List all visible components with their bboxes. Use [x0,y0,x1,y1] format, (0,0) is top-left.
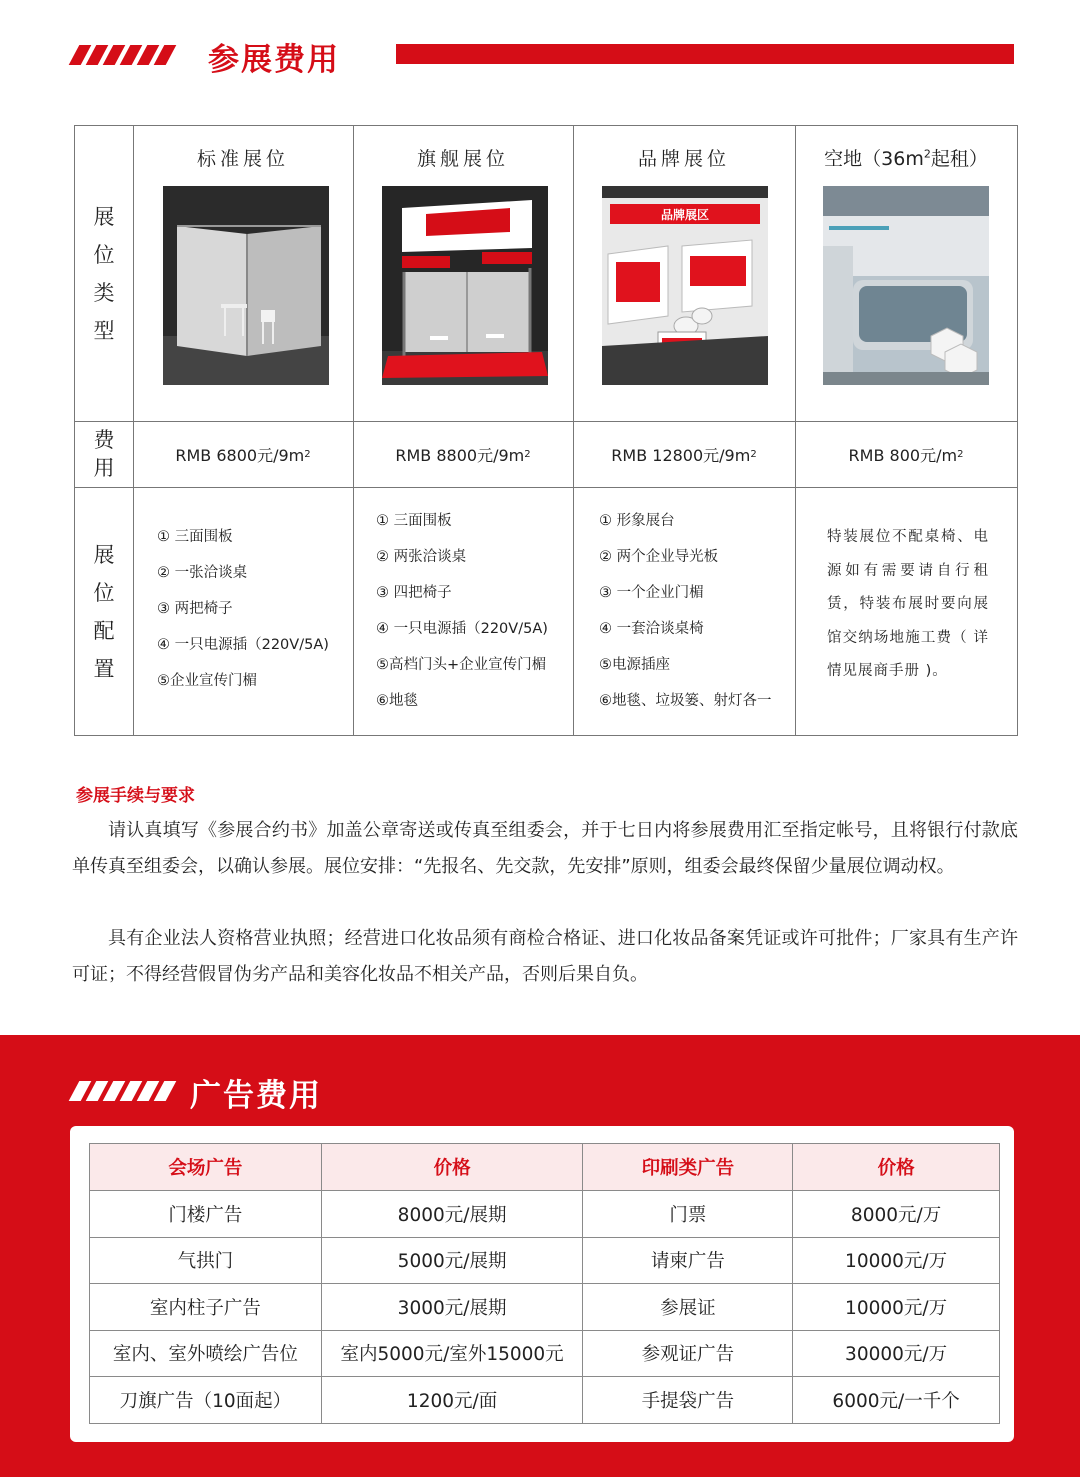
col-title-raw-space: 空地（$36m^2$起租） [824,147,988,170]
header-price: 价格 [793,1144,1000,1191]
list-item: ④ 一只电源插（220V/5A) [157,637,329,653]
table-cell: 5000元/展期 [321,1237,583,1284]
table-cell: 3000元/展期 [321,1284,583,1331]
table-row [90,1237,1000,1284]
list-item: ② 两个企业导光板 [599,549,719,565]
list-item: ② 两张洽谈桌 [376,549,467,565]
table-cell: 6000元/一千个 [793,1377,1000,1424]
row-header-booth-config: 展 位 配 置 [93,543,115,681]
col-title-brand-booth: 品牌展位 [637,148,730,170]
table-cell: 室内5000元/室外15000元 [321,1330,583,1377]
table-cell: 8000元/展期 [321,1191,583,1238]
table-cell: 30000元/万 [793,1330,1000,1377]
procedure-paragraph-2: 具有企业法人资格营业执照；经营进口化妆品须有商检合格证、进口化妆品备案凭证或许可批件；厂家具有生产许可证；不得经营假冒伪劣产品和美容化妆品不相关产品，否则后果自负。 [72,928,1018,985]
stripes-decoration-white [74,1081,171,1101]
procedure-title: 参展手续与要求 [76,786,195,806]
table-cell: 气拱门 [90,1237,322,1284]
col-title-standard-booth: 标准展位 [196,148,289,170]
table-cell: 参观证广告 [583,1330,793,1377]
list-item: ⑥地毯 [376,693,418,709]
table-cell: 门楼广告 [90,1191,322,1238]
booth-fee-table [74,125,1018,736]
booth-fee-header [0,0,1080,110]
price-raw-space: RMB 800元/m 2 [848,445,964,465]
list-item: ① 三面围板 [157,529,233,545]
config-list-brand [599,503,795,719]
header-price: 价格 [321,1144,583,1191]
table-cell: 刀旗广告（10面起） [90,1377,322,1424]
list-item: ⑤高档门头+企业宣传门楣 [376,657,547,673]
list-item: ① 形象展台 [599,513,675,529]
ad-fee-table [89,1143,1000,1424]
table-cell: 10000元/万 [793,1284,1000,1331]
table-cell: 请柬广告 [583,1237,793,1284]
table-row [90,1377,1000,1424]
list-item: ④ 一只电源插（220V/5A) [376,621,548,637]
config-note-raw-space: 特装展位不配桌椅、电源如有需要请自行租赁，特装布展时要向展馆交纳场地施工费（ 详情见展商手册 )。 [827,529,989,679]
table-cell: 手提袋广告 [583,1377,793,1424]
list-item: ① 三面围板 [376,513,452,529]
table-cell: 1200元/面 [321,1377,583,1424]
header-venue-ads: 会场广告 [90,1144,322,1191]
list-item: ③ 四把椅子 [376,585,452,601]
config-list-standard [157,519,353,699]
stripes-decoration [74,45,171,65]
list-item: ⑤企业宣传门楣 [157,673,257,689]
flagship-booth-photo [382,186,548,385]
table-cell: 10000元/万 [793,1237,1000,1284]
price-brand-booth: RMB 12800元/9m 2 [611,445,757,465]
row-header-booth-type: 展 位 类 型 [93,204,115,343]
price-flagship-booth: RMB 8800元/9m 2 [395,445,531,465]
table-row [90,1284,1000,1331]
col-title-flagship-booth: 旗舰展位 [416,148,509,170]
section-title-booth-fee: 参展费用 [208,42,340,78]
section-title-ad-fee: 广告费用 [190,1078,322,1114]
brand-booth-photo [602,186,768,385]
table-cell: 8000元/万 [793,1191,1000,1238]
row-header-fee: 费 用 [93,428,115,480]
procedure-paragraph-1: 请认真填写《参展合约书》加盖公章寄送或传真至组委会，并于七日内将参展费用汇至指定帐号，且将银行付款底单传真至组委会，以确认参展。展位安排：“先报名、先交款，先安排”原则，组委会最终保留少量展位调动权。 [72,820,1018,877]
title-bar-decoration [396,44,1014,64]
table-cell: 参展证 [583,1284,793,1331]
table-cell: 门票 [583,1191,793,1238]
svg-text:品牌展区: 品牌展区 [660,208,710,222]
table-cell: 室内柱子广告 [90,1284,322,1331]
list-item: ③ 一个企业门楣 [599,585,704,601]
list-item: ③ 两把椅子 [157,601,233,617]
config-list-flagship [376,503,572,719]
table-row [90,1330,1000,1377]
list-item: ⑤电源插座 [599,657,670,673]
list-item: ⑥地毯、垃圾篓、射灯各一 [599,693,772,709]
table-cell: 室内、室外喷绘广告位 [90,1330,322,1377]
list-item: ④ 一套洽谈桌椅 [599,621,704,637]
raw-space-photo [823,186,989,385]
header-print-ads: 印刷类广告 [583,1144,793,1191]
standard-booth-photo [163,186,329,385]
price-standard-booth: RMB 6800元/9m 2 [175,445,311,465]
list-item: ② 一张洽谈桌 [157,565,248,581]
table-header-row [90,1144,1000,1191]
table-row [90,1191,1000,1238]
